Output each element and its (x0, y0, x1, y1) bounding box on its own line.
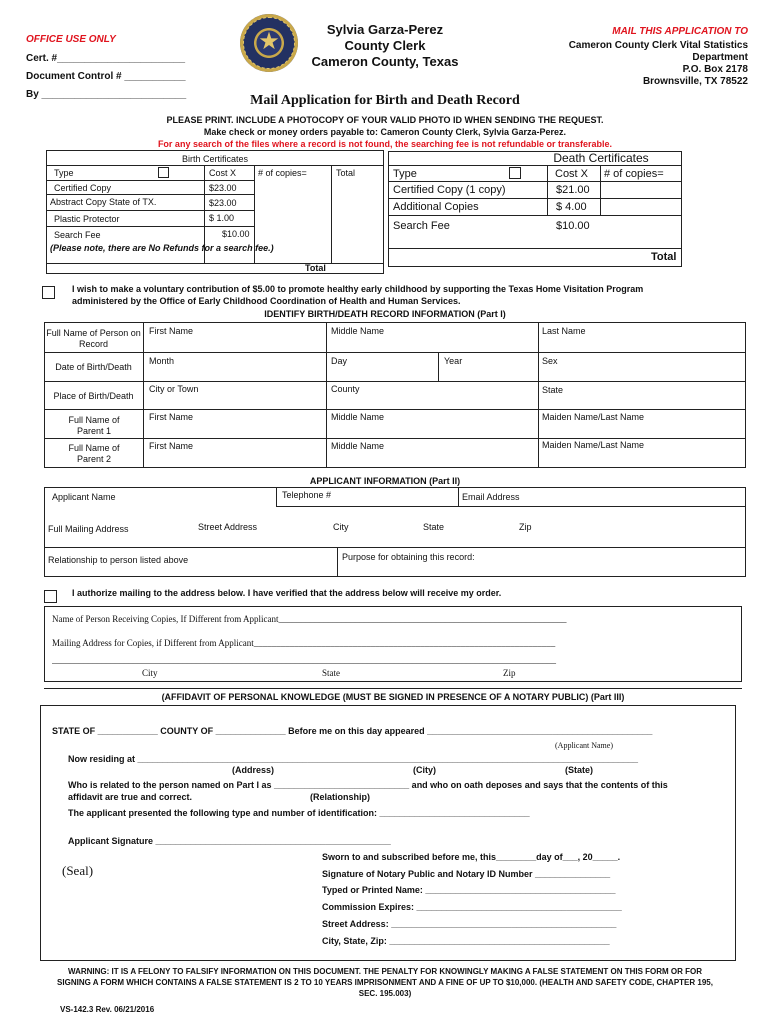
by-field[interactable]: By __________________________ (26, 89, 187, 100)
death-row-additional-cost: $ 4.00 (556, 201, 587, 213)
pob-label: Place of Birth/Death (53, 391, 134, 401)
applicant-signature-line[interactable]: Applicant Signature _______________________________________________ (68, 836, 391, 846)
instruction-1: PLEASE PRINT. INCLUDE A PHOTOCOPY OF YOUR VALID PHOTO ID WHEN SENDING THE REQUEST. (166, 115, 604, 125)
county-name: Cameron County, Texas (311, 54, 459, 69)
affidavit-residing-line[interactable]: Now residing at ____________________________________________________________________________________________________ (68, 754, 639, 764)
affidavit-state-line[interactable]: STATE OF ____________ COUNTY OF ______________ Before me on this day appeared _____________________________________________ (52, 726, 653, 736)
contribution-checkbox[interactable] (42, 286, 55, 299)
county-seal-icon: ★ (240, 14, 298, 72)
birth-heading: Birth Certificates (181, 154, 249, 164)
form-title: Mail Application for Birth and Death Record (250, 93, 520, 108)
authorize-text: I authorize mailing to the address below. I have verified that the address below will receive my order. (72, 588, 502, 598)
birth-refund-note: (Please note, there are No Refunds for a search fee.) (50, 243, 274, 253)
affidavit-related-line-2: affidavit are true and correct. (68, 792, 193, 802)
authorize-checkbox[interactable] (44, 590, 57, 603)
sworn-line[interactable]: Sworn to and subscribed before me, this________day of___, 20_____. (322, 852, 621, 862)
clerk-name: Sylvia Garza-Perez (326, 22, 444, 37)
birth-checkbox[interactable] (158, 167, 169, 178)
death-row-certified-cost: $21.00 (556, 184, 590, 196)
notary-street-line[interactable]: Street Address: _____________________________________________ (322, 919, 617, 929)
sex-field[interactable]: Sex (542, 356, 558, 366)
parent2-first-name-field[interactable]: First Name (149, 441, 194, 451)
state-field[interactable]: State (542, 385, 564, 395)
birth-total-label: Total (305, 263, 326, 273)
death-total-label: Total (651, 251, 677, 263)
mail-to-label: MAIL THIS APPLICATION TO (612, 26, 748, 37)
alt-state-label: State (322, 668, 340, 678)
birth-row-certified-cost: $23.00 (209, 183, 237, 193)
city-town-field[interactable]: City or Town (149, 384, 199, 394)
birth-row-abstract-cost: $23.00 (209, 198, 237, 208)
parent2-middle-name-field[interactable]: Middle Name (331, 441, 385, 451)
zip-field[interactable]: Zip (519, 522, 532, 532)
part1-title: IDENTIFY BIRTH/DEATH RECORD INFORMATION (Part I) (264, 309, 506, 319)
addr-line-2: Department (692, 52, 748, 63)
death-checkbox[interactable] (509, 167, 521, 179)
alt-zip-label: Zip (503, 668, 516, 678)
dob-label: Date of Birth/Death (55, 362, 132, 372)
commission-expires-line[interactable]: Commission Expires: _________________________________________ (322, 902, 622, 912)
part2-title: APPLICANT INFORMATION (Part II) (309, 476, 461, 486)
death-heading: Death Certificates (553, 151, 649, 165)
last-name-field[interactable]: Last Name (542, 326, 586, 336)
form-revision: VS-142.3 Rev. 06/21/2016 (60, 1005, 155, 1014)
street-address-field[interactable]: Street Address (198, 522, 258, 532)
affidavit-related-line[interactable]: Who is related to the person named on Part I as ___________________________ and who on oath deposes and says that the contents of this (68, 780, 668, 790)
relationship-field[interactable]: Relationship to person listed above (48, 555, 189, 565)
birth-row-plastic-cost: $ 1.00 (209, 213, 235, 223)
birth-row-search-cost: $10.00 (222, 229, 250, 239)
affidavit-id-line[interactable]: The applicant presented the following type and number of identification: ______________________________ (68, 808, 530, 818)
birth-col-total: Total (336, 168, 356, 178)
birth-row-certified-label: Certified Copy (54, 183, 112, 193)
office-use-label: OFFICE USE ONLY (26, 34, 116, 45)
death-col-type: Type (393, 168, 417, 180)
alt-name-line[interactable]: Name of Person Receiving Copies, If Different from Applicant________________________________________________________________ (52, 614, 567, 624)
affidavit-address-caption: (Address) (232, 765, 275, 775)
contribution-text: I wish to make a voluntary contribution of $5.00 to promote healthy early childhood by supporting the Texas Home Visitation Program administered by the Office of Early Childhood Coordination of Health and Human Services. (72, 284, 644, 306)
affidavit-applicant-name-caption: (Applicant Name) (555, 741, 613, 750)
instruction-2: Make check or money orders payable to: Cameron County Clerk, Sylvia Garza-Perez. (203, 127, 567, 137)
addr-line-1: Cameron County Clerk Vital Statistics (568, 40, 748, 51)
death-row-certified-label: Certified Copy (1 copy) (393, 184, 506, 196)
city-field[interactable]: City (333, 522, 349, 532)
affidavit-city-caption: (City) (413, 765, 436, 775)
clerk-title: County Clerk (344, 38, 426, 53)
clerk-block (300, 22, 470, 70)
death-row-search-cost: $10.00 (556, 220, 590, 232)
alt-blank-line[interactable]: ________________________________________________________________________________________________________________ (52, 655, 556, 665)
alt-address-line[interactable]: Mailing Address for Copies, if Different from Applicant___________________________________________________________________ (52, 638, 556, 648)
birth-col-copies: # of copies= (258, 168, 307, 178)
email-field[interactable]: Email Address (462, 492, 520, 502)
death-row-search-label: Search Fee (393, 220, 450, 232)
death-col-cost: Cost X (555, 168, 589, 180)
first-name-field[interactable]: First Name (149, 326, 194, 336)
notary-signature-line[interactable]: Signature of Notary Public and Notary ID Number _______________ (322, 869, 611, 879)
year-field[interactable]: Year (444, 356, 463, 366)
parent1-first-name-field[interactable]: First Name (149, 412, 194, 422)
affidavit-relationship-caption: (Relationship) (310, 792, 370, 802)
notary-city-state-line[interactable]: City, State, Zip: ____________________________________________ (322, 936, 610, 946)
birth-col-cost: Cost X (209, 168, 237, 178)
affidavit-state-caption: (State) (565, 765, 594, 775)
seal-label: (Seal) (62, 863, 94, 878)
parent1-middle-name-field[interactable]: Middle Name (331, 412, 385, 422)
birth-row-plastic-label: Plastic Protector (54, 214, 120, 224)
doc-control-field[interactable]: Document Control # ___________ (26, 71, 186, 82)
purpose-field[interactable]: Purpose for obtaining this record: (342, 552, 475, 562)
affidavit-title: (AFFIDAVIT OF PERSONAL KNOWLEDGE (MUST BE SIGNED IN PRESENCE OF A NOTARY PUBLIC) (Part III) (161, 692, 625, 702)
instruction-3: For any search of the files where a record is not found, the searching fee is not refundable or transferable. (157, 139, 613, 149)
typed-name-line[interactable]: Typed or Printed Name: ______________________________________ (322, 885, 616, 895)
state-field-applicant[interactable]: State (423, 522, 445, 532)
birth-row-abstract-label: Abstract Copy State of TX. (50, 197, 157, 207)
alt-city-label: City (142, 668, 158, 678)
middle-name-field[interactable]: Middle Name (331, 326, 385, 336)
mailing-address-block (540, 26, 748, 88)
birth-row-search-label: Search Fee (54, 230, 101, 240)
parent1-maiden-name-field[interactable]: Maiden Name/Last Name (542, 412, 645, 422)
felony-warning: WARNING: IT IS A FELONY TO FALSIFY INFORMATION ON THIS DOCUMENT. THE PENALTY FOR KNOWINGLY MAKING A FALSE STATEMENT ON THIS FORM OR FOR SIGNING A FORM WHICH CONTAINS A FALSE STATEMENT IS 2 TO 10 YEARS IMPRISONMENT AND A FINE OF UP TO $10,000. (HEALTH AND SAFETY CODE, CHAPTER 195, SEC. 195.003) (57, 967, 713, 998)
parent1-label: Full Name of Parent 1 (68, 415, 120, 436)
addr-line-4: Brownsville, TX 78522 (642, 76, 748, 87)
applicant-name-field[interactable]: Applicant Name (52, 492, 116, 502)
birth-col-type: Type (54, 168, 74, 178)
death-col-copies: # of copies= (604, 168, 664, 180)
cert-field[interactable]: Cert. #_______________________ (26, 53, 186, 64)
month-field[interactable]: Month (149, 356, 175, 366)
death-row-additional-label: Additional Copies (393, 201, 479, 213)
day-field[interactable]: Day (331, 356, 348, 366)
parent2-maiden-name-field[interactable]: Maiden Name/Last Name (542, 440, 645, 450)
county-field[interactable]: County (331, 384, 360, 394)
full-name-label: Full Name of Person on Record (46, 328, 141, 349)
mailing-address-label: Full Mailing Address (48, 524, 129, 534)
telephone-field[interactable]: Telephone # (282, 490, 332, 500)
parent2-label: Full Name of Parent 2 (68, 443, 120, 464)
addr-line-3: P.O. Box 2178 (682, 64, 748, 75)
